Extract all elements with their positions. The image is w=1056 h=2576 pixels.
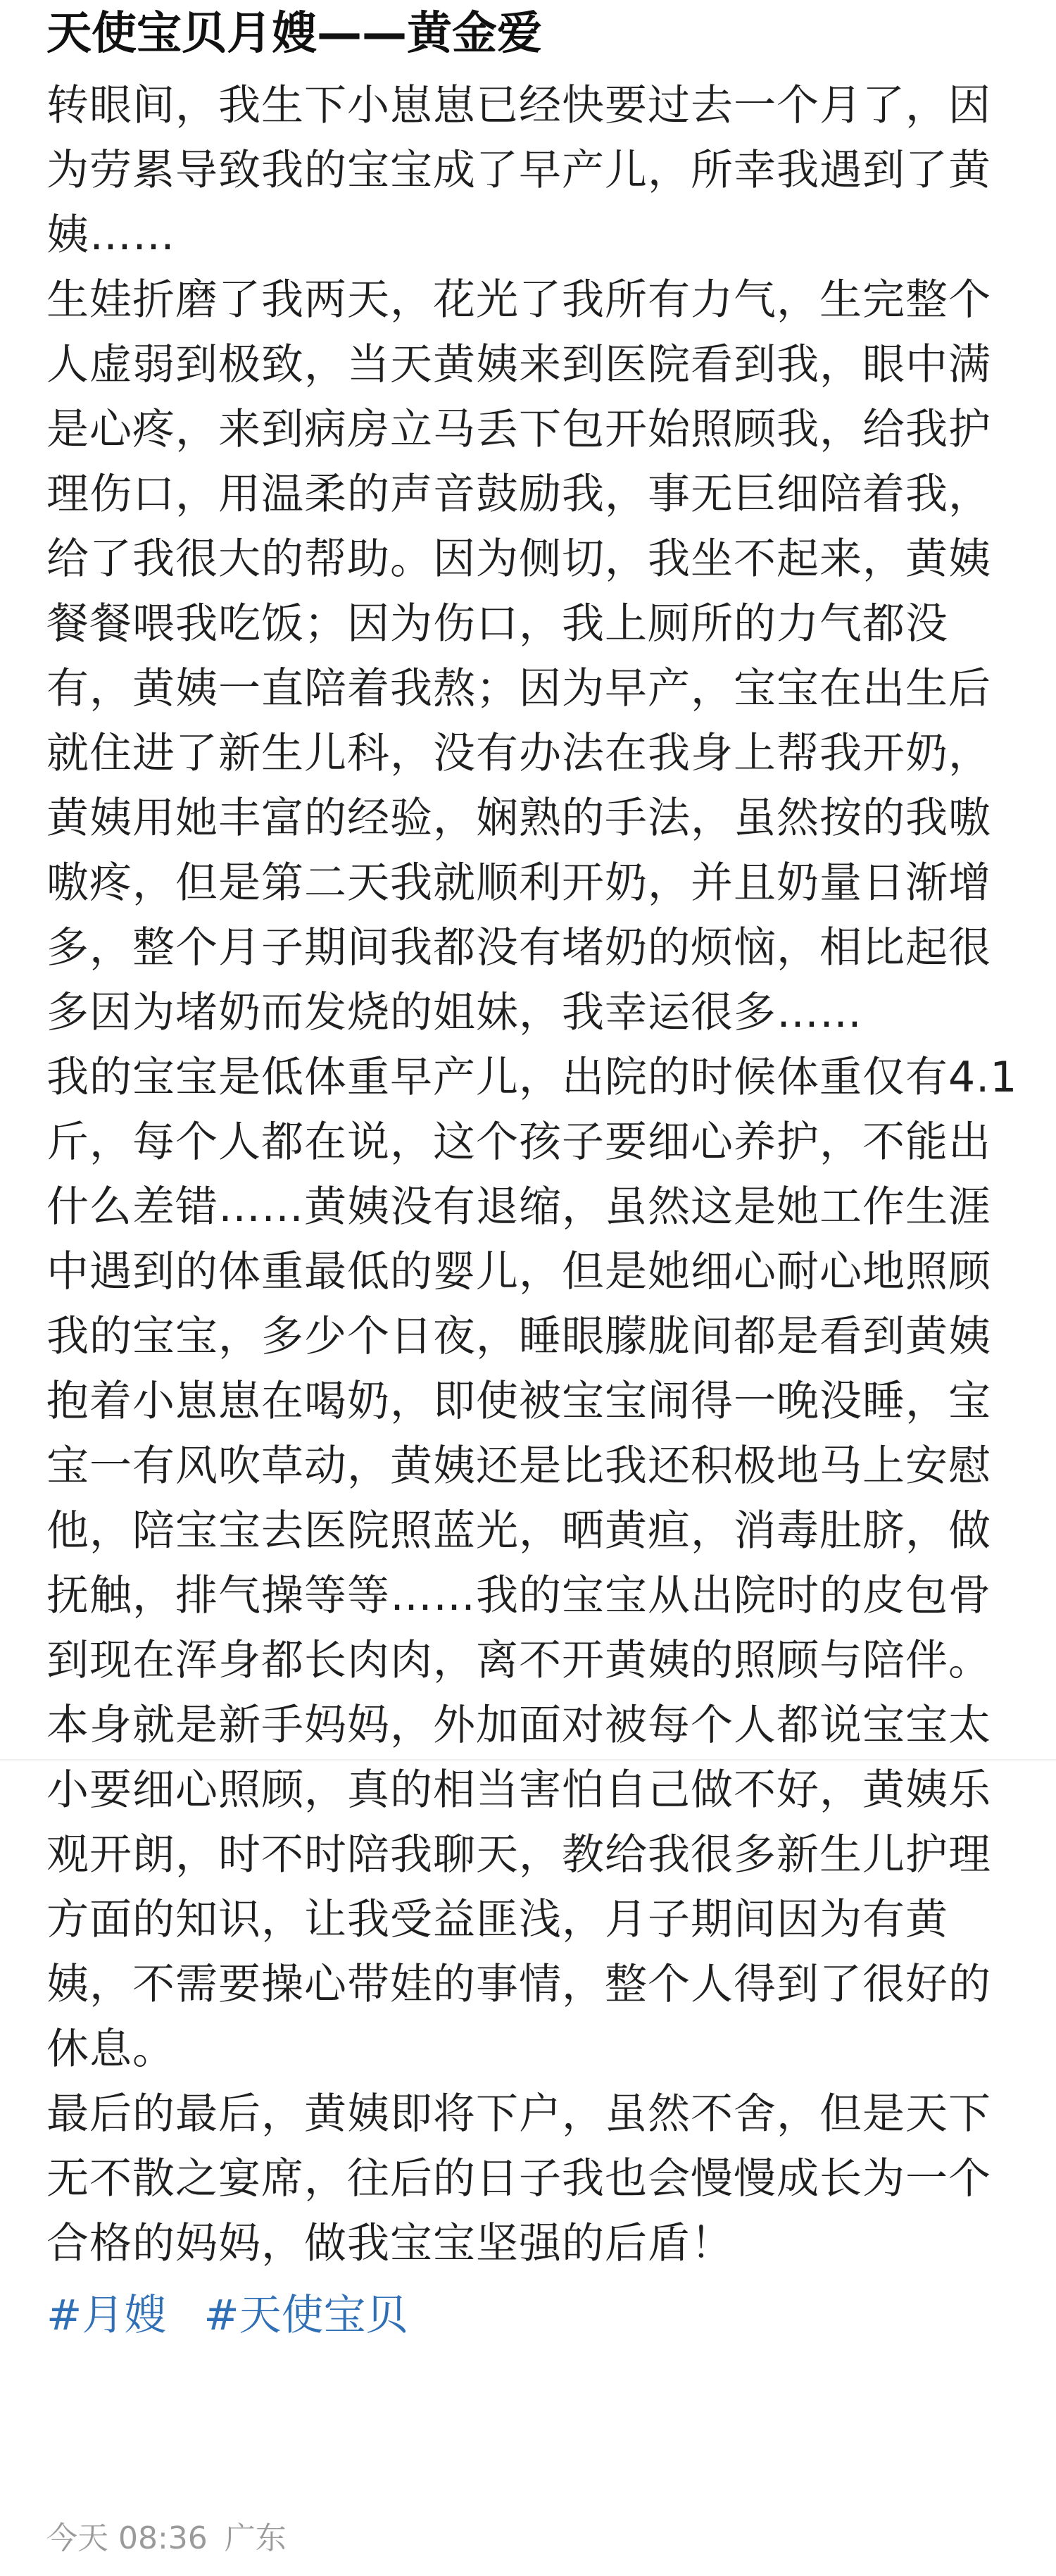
post-location: 广东: [224, 2520, 287, 2556]
post-paragraph-2: 生娃折磨了我两天，花光了我所有力气，生完整个人虚弱到极致，当天黄姨来到医院看到我，眼中满是心疼，来到病房立马丢下包开始照顾我，给我护理伤口，用温柔的声音鼓励我，事无巨细陪着我，给了我很大的帮助。因为侧切，我坐不起来，黄姨餐餐喂我吃饭；因为伤口，我上厕所的力气都没有，黄姨一直陪着我熬；因为早产，宝宝在出生后就住进了新生儿科，没有办法在我身上帮我开奶，黄姨用她丰富的经验，娴熟的手法，虽然按的我嗷嗷疼，但是第二天我就顺利开奶，并且奶量日渐增多，整个月子期间我都没有堵奶的烦恼，相比起很多因为堵奶而发烧的姐妹，我幸运很多……: [46, 275, 991, 1037]
post-paragraph-4: 本身就是新手妈妈，外加面对被每个人都说宝宝太小要细心照顾，真的相当害怕自己做不好，黄姨乐观开朗，时不时陪我聊天，教给我很多新生儿护理方面的知识，让我受益匪浅，月子期间因为有黄姨，不需要操心带娃的事情，整个人得到了很好的休息。: [46, 1701, 991, 2074]
post-paragraph-1: 转眼间，我生下小崽崽已经快要过去一个月了，因为劳累导致我的宝宝成了早产儿，所幸我遇到了黄姨……: [46, 81, 991, 260]
post-paragraph-5: 最后的最后，黄姨即将下户，虽然不舍，但是天下无不散之宴席，往后的日子我也会慢慢成长为一个合格的妈妈，做我宝宝坚强的后盾！: [46, 2089, 991, 2268]
hashtag-list: [46, 2283, 1025, 2348]
post-paragraph-3: 我的宝宝是低体重早产儿，出院的时候体重仅有4.1斤，每个人都在说，这个孩子要细心养护，不能出什么差错……黄姨没有退缩，虽然这是她工作生涯中遇到的体重最低的婴儿，但是她细心耐心地照顾我的宝宝，多少个日夜，睡眼朦胧间都是看到黄姨抱着小崽崽在喝奶，即使被宝宝闹得一晚没睡，宝宝一有风吹草动，黄姨还是比我还积极地马上安慰他，陪宝宝去医院照蓝光，晒黄疸，消毒肚脐，做抚触，排气操等等……我的宝宝从出院时的皮包骨到现在浑身都长肉肉，离不开黄姨的照顾与陪伴。: [46, 1053, 1018, 1685]
hashtag-yuesao[interactable]: #月嫂: [46, 2291, 167, 2340]
post-title: 天使宝贝月嫂——黄金爱: [46, 8, 542, 60]
screenshot-seam-divider: [0, 1759, 1056, 1761]
post-time: 今天 08:36: [46, 2520, 208, 2556]
hashtag-tianshibaobei[interactable]: #天使宝贝: [203, 2291, 408, 2340]
post-meta: [46, 2520, 294, 2558]
